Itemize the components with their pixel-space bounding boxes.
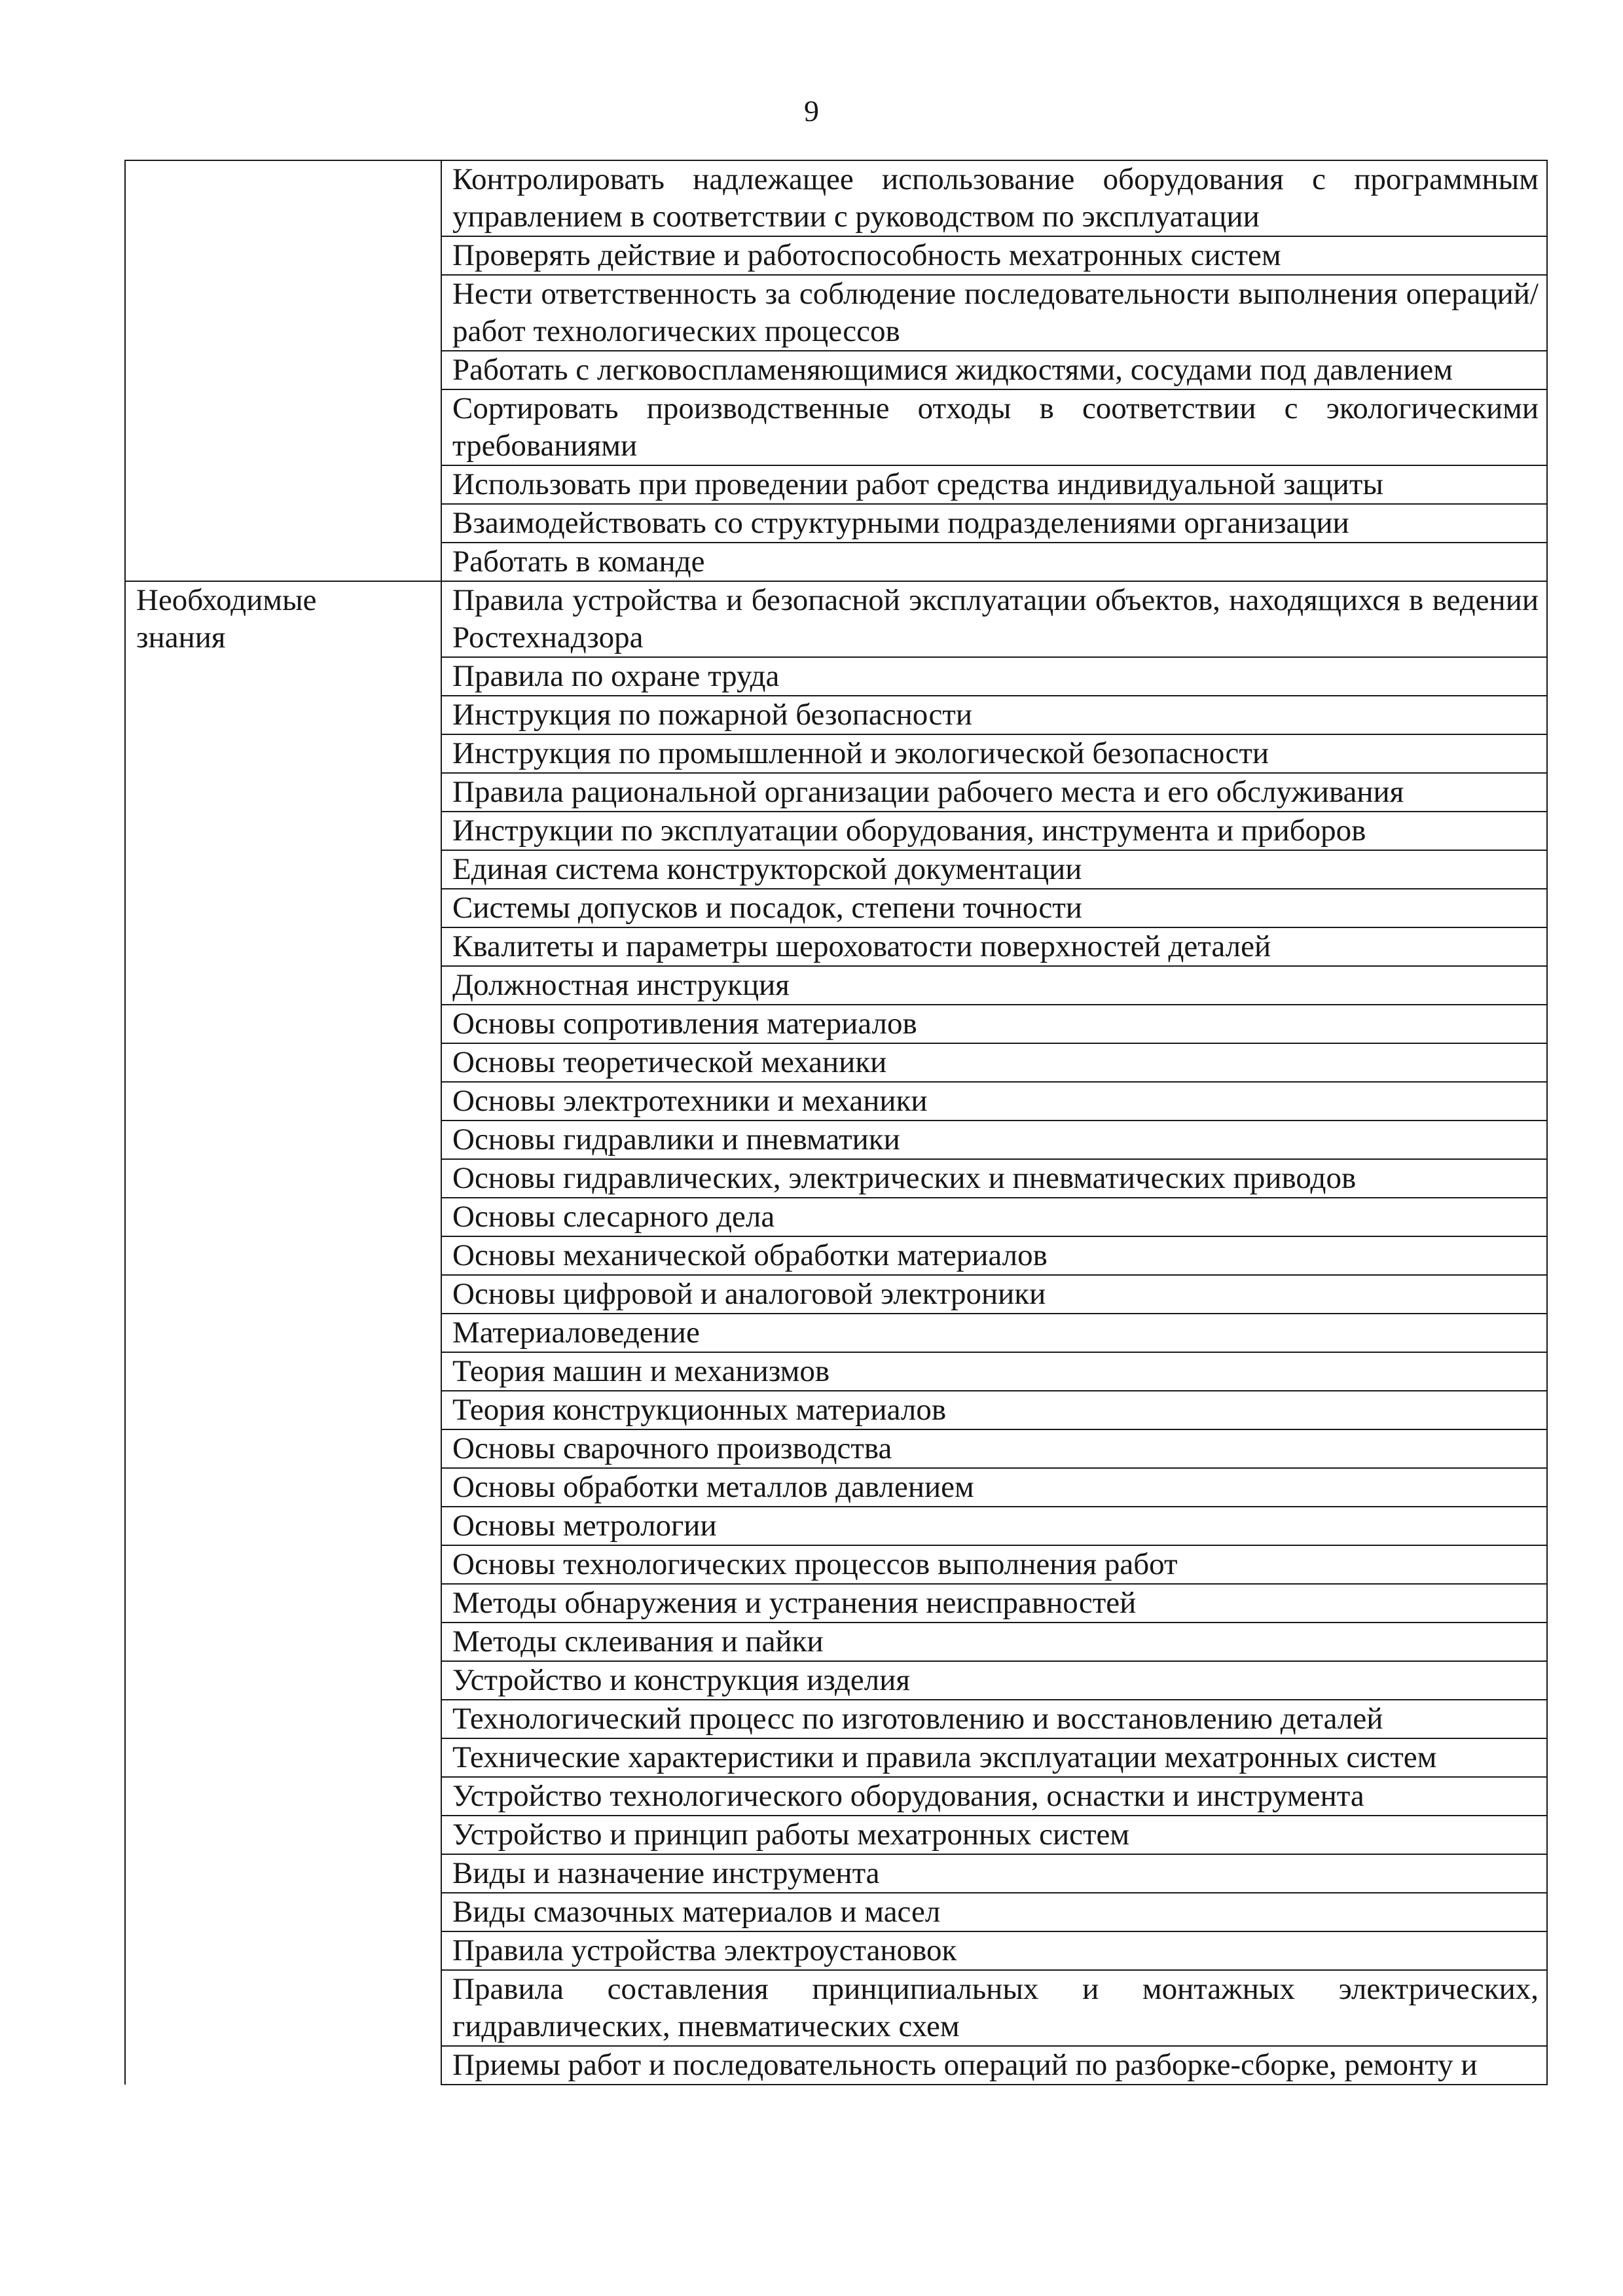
skill-item: Использовать при проведении работ средства индивидуальной защиты [441,465,1547,504]
knowledge-item: Правила рациональной организации рабочего места и его обслуживания [441,773,1547,812]
knowledge-item: Основы механической обработки материалов [441,1236,1547,1275]
knowledge-item: Основы слесарного дела [441,1198,1547,1236]
knowledge-item: Приемы работ и последовательность операций по разборке-сборке, ремонту и [441,2046,1547,2085]
knowledge-item: Правила устройства электроустановок [441,1931,1547,1970]
knowledge-item: Инструкции по эксплуатации оборудования, инструмента и приборов [441,812,1547,850]
knowledge-item: Материаловедение [441,1314,1547,1352]
knowledge-item: Правила по охране труда [441,657,1547,696]
knowledge-item: Устройство технологического оборудования, оснастки и инструмента [441,1777,1547,1816]
knowledge-item: Технические характеристики и правила эксплуатации мехатронных систем [441,1738,1547,1777]
knowledge-item: Методы обнаружения и устранения неисправностей [441,1584,1547,1623]
knowledge-item: Должностная инструкция [441,966,1547,1005]
knowledge-item: Теория машин и механизмов [441,1352,1547,1391]
skill-item: Работать в команде [441,543,1547,581]
knowledge-item: Устройство и конструкция изделия [441,1661,1547,1700]
knowledge-item: Основы электротехники и механики [441,1082,1547,1121]
skill-item: Нести ответственность за соблюдение последовательности выполнения операций/работ технологических процессов [441,275,1547,351]
knowledge-item: Основы сопротивления материалов [441,1005,1547,1043]
knowledge-item: Инструкция по промышленной и экологической безопасности [441,734,1547,773]
knowledge-item: Виды и назначение инструмента [441,1854,1547,1893]
knowledge-item: Технологический процесс по изготовлению и восстановлению деталей [441,1700,1547,1738]
requirements-table [124,160,1548,2085]
skill-item: Взаимодействовать со структурными подразделениями организации [441,504,1547,543]
skill-item: Сортировать производственные отходы в соответствии с экологическими требованиями [441,389,1547,465]
knowledge-item: Устройство и принцип работы мехатронных систем [441,1816,1547,1854]
knowledge-item: Основы цифровой и аналоговой электроники [441,1275,1547,1314]
knowledge-item: Правила устройства и безопасной эксплуатации объектов, находящихся в ведении Ростехнадзора [441,581,1547,657]
knowledge-item: Основы обработки металлов давлением [441,1468,1547,1507]
knowledge-item: Основы сварочного производства [441,1429,1547,1468]
table-row [125,160,1547,236]
category-label-knowledge: Необходимые знания [125,581,441,2085]
knowledge-item: Квалитеты и параметры шероховатости поверхностей деталей [441,927,1547,966]
knowledge-item: Основы гидравлических, электрических и пневматических приводов [441,1159,1547,1198]
knowledge-item: Основы гидравлики и пневматики [441,1121,1547,1159]
knowledge-item: Основы теоретической механики [441,1043,1547,1082]
knowledge-item: Теория конструкционных материалов [441,1391,1547,1429]
knowledge-item: Системы допусков и посадок, степени точности [441,889,1547,927]
knowledge-item: Инструкция по пожарной безопасности [441,696,1547,734]
category-cell-empty [125,160,441,581]
table-row [125,581,1547,657]
knowledge-item: Методы склеивания и пайки [441,1623,1547,1661]
skill-item: Контролировать надлежащее использование оборудования с программным управлением в соответствии с руководством по эксплуатации [441,160,1547,236]
knowledge-item: Единая система конструкторской документации [441,850,1547,889]
knowledge-item: Основы метрологии [441,1507,1547,1545]
knowledge-item: Правила составления принципиальных и монтажных электрических, гидравлических, пневматических схем [441,1970,1547,2046]
knowledge-item: Виды смазочных материалов и масел [441,1893,1547,1931]
page-number: 9 [804,94,819,128]
skill-item: Проверять действие и работоспособность мехатронных систем [441,236,1547,275]
skill-item: Работать с легковоспламеняющимися жидкостями, сосудами под давлением [441,351,1547,389]
knowledge-item: Основы технологических процессов выполнения работ [441,1545,1547,1584]
